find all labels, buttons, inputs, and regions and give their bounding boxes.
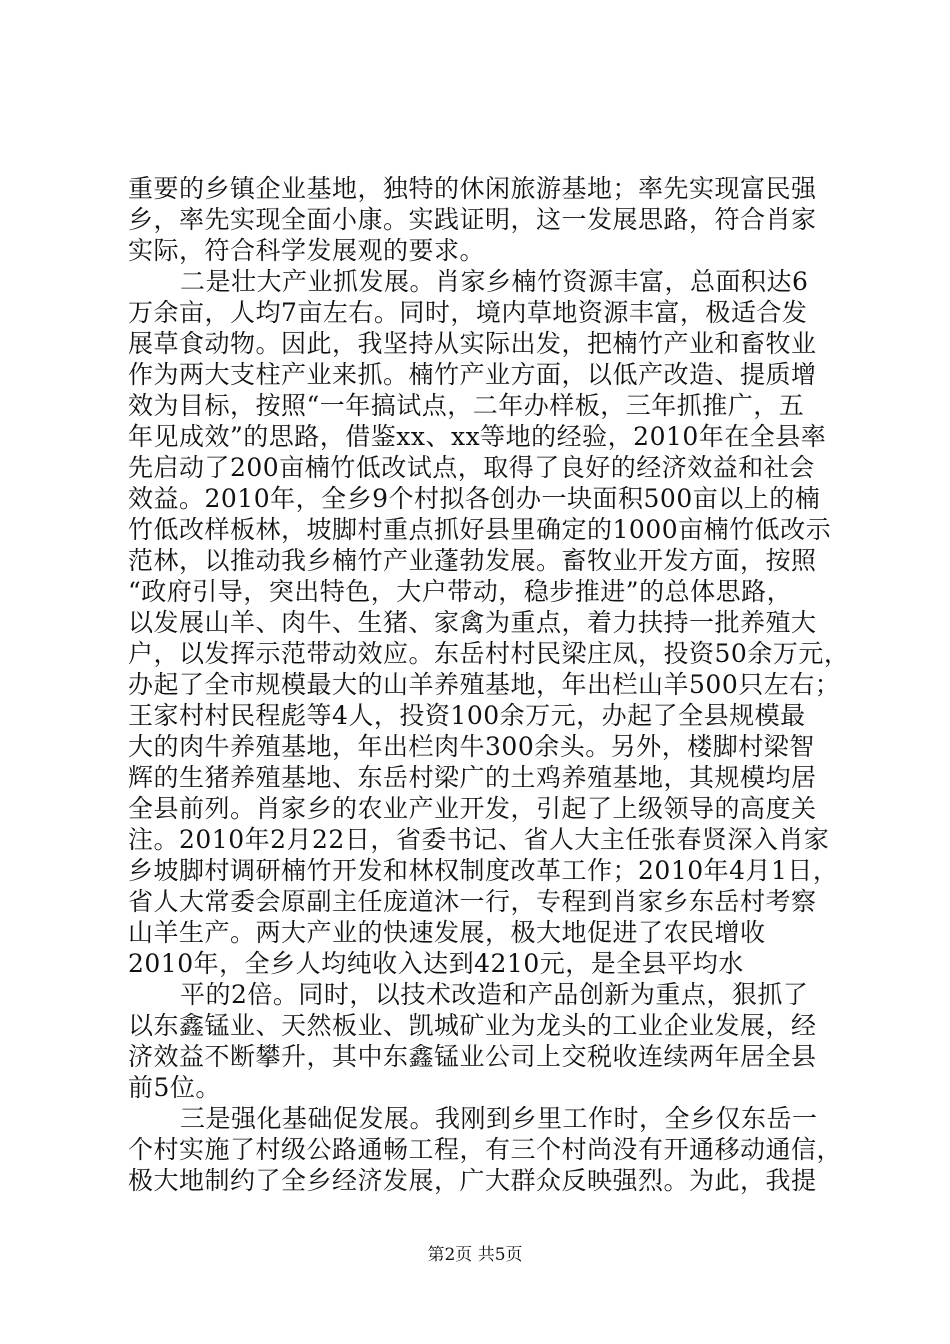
text-line: 三是强化基础促发展。我刚到乡里工作时，全乡仅东岳一 xyxy=(180,1104,818,1133)
text-line: 辉的生猪养殖基地、东岳村梁广的土鸡养殖基地，其规模均居 xyxy=(128,763,817,792)
page-footer: 第2页 共5页 xyxy=(427,1245,523,1265)
text-line: 办起了全市规模最大的山羊养殖基地，年出栏山羊500只左右； xyxy=(128,670,841,699)
text-line: 2010年，全乡人均纯收入达到4210元，是全县平均水 xyxy=(128,949,744,978)
text-line: 平的2倍。同时，以技术改造和产品创新为重点，狠抓了 xyxy=(180,980,809,1009)
text-line: 实际，符合科学发展观的要求。 xyxy=(128,236,486,265)
text-line: 户，以发挥示范带动效应。东岳村村民梁庄凤，投资50余万元， xyxy=(128,639,850,668)
text-line: 范林，以推动我乡楠竹产业蓬勃发展。畜牧业开发方面，按照 xyxy=(128,546,817,575)
text-line: 竹低改样板林，坡脚村重点抓好县里确定的1000亩楠竹低改示 xyxy=(128,515,832,544)
text-line: 二是壮大产业抓发展。肖家乡楠竹资源丰富，总面积达6 xyxy=(180,267,809,296)
text-line: 极大地制约了全乡经济发展，广大群众反映强烈。为此，我提 xyxy=(128,1166,817,1195)
text-line: 以发展山羊、肉牛、生猪、家禽为重点，着力扶持一批养殖大 xyxy=(128,608,817,637)
text-line: 个村实施了村级公路通畅工程，有三个村尚没有开通移动通信， xyxy=(128,1135,843,1164)
text-line: 大的肉牛养殖基地，年出栏肉牛300余头。另外，楼脚村梁智 xyxy=(128,732,815,761)
text-line: 省人大常委会原副主任庞道沐一行，专程到肖家乡东岳村考察 xyxy=(128,887,817,916)
text-line: 注。2010年2月22日，省委书记、省人大主任张春贤深入肖家 xyxy=(128,825,830,854)
text-line: “政府引导，突出特色，大户带动，稳步推进”的总体思路， xyxy=(128,577,793,606)
text-line: 全县前列。肖家乡的农业产业开发，引起了上级领导的高度关 xyxy=(128,794,817,823)
text-line: 万余亩，人均7亩左右。同时，境内草地资源丰富，极适合发 xyxy=(128,298,808,327)
text-line: 以东鑫锰业、天然板业、凯城矿业为龙头的工业企业发展，经 xyxy=(128,1011,817,1040)
text-line: 王家村村民程彪等4人，投资100余万元，办起了全县规模最 xyxy=(128,701,806,730)
text-line: 前5位。 xyxy=(128,1073,221,1102)
body-text xyxy=(128,173,850,1196)
text-line: 展草食动物。因此，我坚持从实际出发，把楠竹产业和畜牧业 xyxy=(128,329,817,358)
text-line: 效益。2010年，全乡9个村拟各创办一块面积500亩以上的楠 xyxy=(128,484,821,513)
text-line: 效为目标，按照“一年搞试点，二年办样板，三年抓推广，五 xyxy=(128,391,805,420)
text-line: 乡，率先实现全面小康。实践证明，这一发展思路，符合肖家 xyxy=(128,205,817,234)
text-line: 先启动了200亩楠竹低改试点，取得了良好的经济效益和社会 xyxy=(128,453,815,482)
text-line: 乡坡脚村调研楠竹开发和林权制度改革工作；2010年4月1日， xyxy=(128,856,839,885)
text-line: 作为两大支柱产业来抓。楠竹产业方面，以低产改造、提质增 xyxy=(128,360,817,389)
text-line: 重要的乡镇企业基地，独特的休闲旅游基地；率先实现富民强 xyxy=(128,174,817,203)
text-line: 年见成效”的思路，借鉴xx、xx等地的经验，2010年在全县率 xyxy=(128,422,827,451)
text-line: 济效益不断攀升，其中东鑫锰业公司上交税收连续两年居全县 xyxy=(128,1042,817,1071)
text-line: 山羊生产。两大产业的快速发展，极大地促进了农民增收 xyxy=(128,918,766,947)
